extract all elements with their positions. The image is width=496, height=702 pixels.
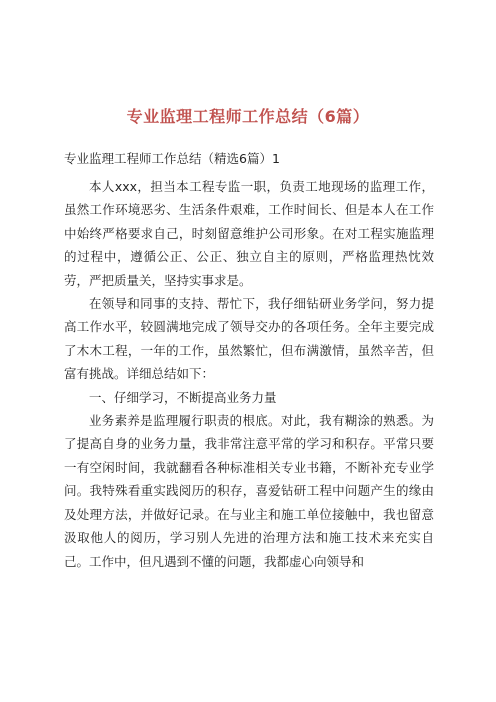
paragraph: 在领导和同事的支持、帮忙下，我仔细钻研业务学问，努力提高工作水平，较圆满地完成了领导交办的各项任务。全年主要完成了木木工程，一年的工作，虽然繁忙，但布满激情，虽然辛苦，但富有挑战。详细总结如下： [64,296,434,382]
document-title: 专业监理工程师工作总结（6篇） [126,107,370,126]
document-body [64,175,434,573]
paragraph: 一、仔细学习，不断提高业务力量 [89,389,277,405]
paragraph: 本人xxx，担当本工程专监一职，负责工地现场的监理工作，虽然工作环境恶劣、生活条件艰难，工作时间长、但是本人在工作中始终严格要求自己，时刻留意维护公司形象。在对工程实施监理的过程中，遵循公正、公正、独立自主的原则，严格监理热忱效劳，严把质量关，坚持实事求是。 [64,179,434,288]
section-heading: 专业监理工程师工作总结（精选6篇）1 [64,151,280,166]
paragraph: 业务素养是监理履行职责的根底。对此，我有糊涂的熟悉。为了提高自身的业务力量，我非常注意平常的学习和积存。平常只要一有空闲时间，我就翻看各种标准相关专业书籍，不断补充专业学问。我特殊看重实践阅历的积存，喜爱钻研工程中问题产生的缘由及处理方法，并做好记录。在与业主和施工单位接触中，我也留意汲取他人的阅历，学习别人先进的治理方法和施工技术来充实自己。工作中，但凡遇到不懂的问题，我都虚心向领导和 [64,413,434,569]
